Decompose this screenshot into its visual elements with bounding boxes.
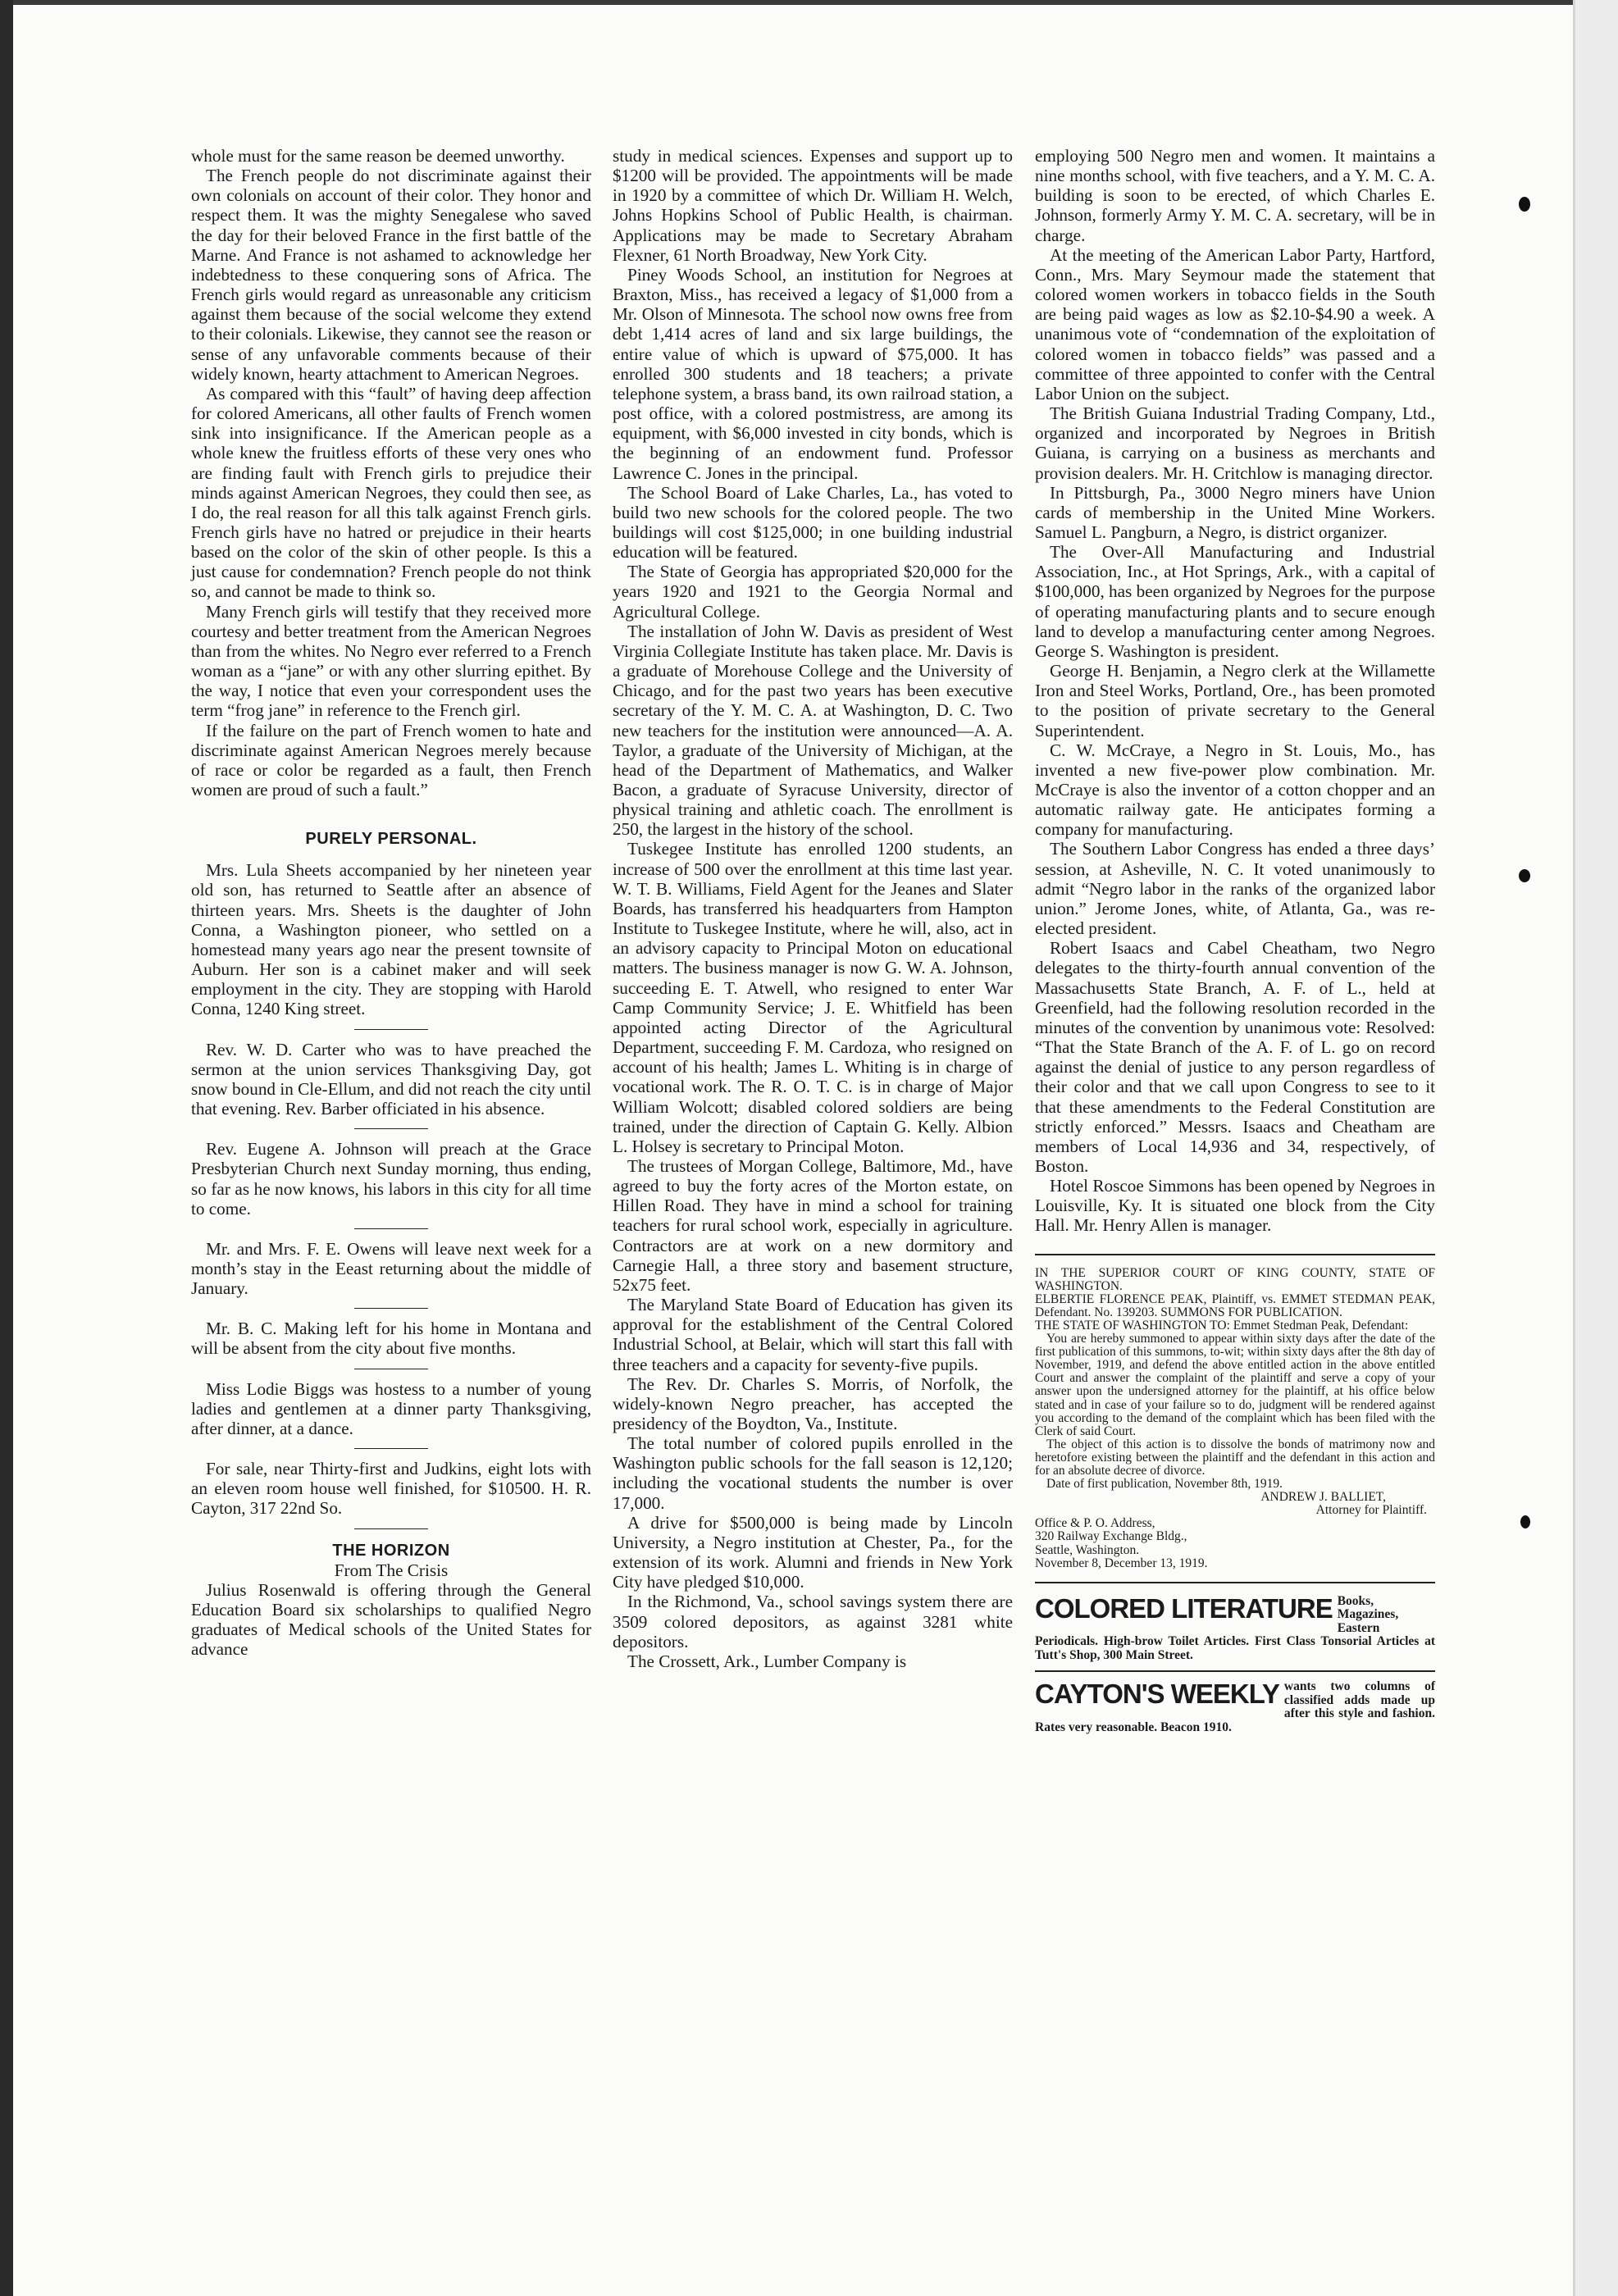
ad-text: Books, Magazines, Eastern Periodicals. High-brow Toilet Articles. First Class Tonsorial Articles at Tutt's Shop, 300 Main Street.: [1035, 1593, 1435, 1662]
ad-brand: COLORED LITERATURE: [1035, 1592, 1333, 1624]
legal-notice-summons: [1035, 1267, 1435, 1570]
article-paragraph: The School Board of Lake Charles, La., has voted to build two new schools for the colored people. The two buildings will cost $125,000; in one building industrial education will be featured.: [613, 482, 1013, 563]
divider: [1035, 1254, 1435, 1255]
divider: [1035, 1670, 1435, 1672]
article-paragraph: In the Richmond, Va., school savings system there are 3509 colored depositors, as against 3281 white depositors.: [613, 1592, 1013, 1651]
article-paragraph: Tuskegee Institute has enrolled 1200 students, an increase of 500 over the enrollment at this time last year. W. T. B. Williams, Field Agent for the Jeanes and Slater Boards, has transferred his headquarters from Hampton Institute to Tuskegee Institute, where he will, also, act in an advisory capacity to Principal Moton on educational matters. The business manager is now G. W. A. Johnson, succeeding E. T. Atwell, who resigned to enter War Camp Community Service; J. E. Whitfield has been appointed acting Director of the Agricultural Department, succeeding F. M. Cardoza, who resigned on account of his health; James L. Whiting is in charge of vocational work. The R. O. T. C. is in charge of Major William Wolcott; disabled colored soldiers are being trained, under the direction of Captain G. Kelly. Albion L. Holsey is secretary to Principal Moton.: [613, 839, 1013, 1156]
separator: [354, 1528, 428, 1529]
legal-attorney: ANDREW J. BALLIET,: [1260, 1490, 1386, 1505]
section-subheading: From The Crisis: [334, 1560, 449, 1580]
separator: [354, 1448, 428, 1449]
article-paragraph: At the meeting of the American Labor Party, Hartford, Conn., Mrs. Mary Seymour made the statement that colored women workers in tobacco fields in the South are being paid wages as low as $2.10-$4.90 a week. A unanimous vote of “condemnation of the exploitation of colored women in tobacco fields” was passed and a committee of three appointed to confer with the Central Labor Union on the subject.: [1035, 244, 1435, 403]
scan-edge-right: [1573, 0, 1618, 2296]
legal-attorney-role: Attorney for Plaintiff.: [1315, 1503, 1427, 1518]
ad-colored-literature: [1035, 1592, 1435, 1663]
personal-item: Miss Lodie Biggs was hostess to a number of young ladies and gentlemen at a dinner party Thanksgiving, after dinner, at a dance.: [191, 1378, 591, 1438]
ink-blot: [1519, 869, 1530, 882]
article-paragraph: If the failure on the part of French women to hate and discriminate against American Negroes merely because of race or color be regarded as a fault, then French women are proud of such a fault.”: [191, 720, 591, 800]
column-3: [1035, 146, 1435, 1734]
article-paragraph: Julius Rosenwald is offering through the General Education Board six scholarships to qualified Negro graduates of Medical schools of the United States for advance: [191, 1579, 591, 1660]
scan-edge-left: [0, 0, 13, 2296]
divider: [1035, 1582, 1435, 1583]
separator: [354, 1128, 428, 1129]
article-paragraph: Robert Isaacs and Cabel Cheatham, two Negro delegates to the thirty-fourth annual convention of the Massachusetts State Branch, A. F. of L., held at Greenfield, had the following resolution recorded in the minutes of the convention by unanimous vote: Resolved: “That the State Branch of the A. F. of L. go on record against the denial of justice to any person regardless of their color and that we call upon Congress to see to it that these amendments to the Federal Constitution are strictly enforced.” Messrs. Isaacs and Cheatham are members of Local 14,936 and 34, respectively, of Boston.: [1035, 938, 1435, 1176]
article-paragraph: The Rev. Dr. Charles S. Morris, of Norfolk, the widely-known Negro preacher, has accepted the presidency of the Boydton, Va., Institute.: [613, 1374, 1013, 1433]
legal-date: Date of first publication, November 8th, 1919.: [1046, 1477, 1283, 1492]
separator: [354, 1308, 428, 1309]
article-paragraph: The Maryland State Board of Education has given its approval for the establishment of the Central Colored Industrial School, at Belair, which will start this fall with three teachers and a capacity for seventy-five pupils.: [613, 1295, 1013, 1374]
personal-item: Mr. B. C. Making left for his home in Montana and will be absent from the city about five months.: [191, 1319, 591, 1359]
personal-item: Mrs. Lula Sheets accompanied by her nineteen year old son, has returned to Seattle after an absence of thirteen years. Mrs. Sheets is the daughter of John Conna, a Washington pioneer, who settled on a homestead many years ago near the present townsite of Auburn. Her son is a cabinet maker and will seek employment in the city. They are stopping with Harold Conna, 1240 King street.: [191, 860, 591, 1019]
article-paragraph: The Over-All Manufacturing and Industrial Association, Inc., at Hot Springs, Ark., with a capital of $100,000, has been organized by Negroes for the purpose of operating manufacturing plants and to secure enough land to develop a manufacturing center among Negroes. George S. Washington is president.: [1035, 542, 1435, 661]
legal-court: IN THE SUPERIOR COURT OF KING COUNTY, STATE OF WASHINGTON.: [1035, 1265, 1435, 1293]
legal-addressee: THE STATE OF WASHINGTON TO: Emmet Stedman Peak, Defendant:: [1035, 1318, 1409, 1332]
article-paragraph: As compared with this “fault” of having deep affection for colored Americans, all other faults of French women sink into insignificance. If the American people as a whole knew the fruitless efforts of these very ones who are finding fault with French girls to prejudice their minds against American Negroes, they could then see, as I do, the real reason for all this talk against French girls. French girls have no hatred or prejudice in their hearts based on the color of the skin of other people. Is this a just cause for condemnation? French people do not think so, and cannot be made to think so.: [191, 383, 591, 602]
article-paragraph: The British Guiana Industrial Trading Company, Ltd., organized and incorporated by Negroes in British Guiana, is carrying on a business as merchants and provision dealers. Mr. H. Critchlow is managing director.: [1035, 403, 1435, 483]
legal-address: Seattle, Washington.: [1035, 1542, 1140, 1557]
legal-object: The object of this action is to dissolve the bonds of matrimony now and heretofore existing between the plaintiff and the defendant in this action and for an absolute decree of divorce.: [1035, 1437, 1435, 1478]
legal-publication-dates: November 8, December 13, 1919.: [1035, 1556, 1208, 1570]
separator: [354, 1228, 428, 1229]
legal-parties: ELBERTIE FLORENCE PEAK, Plaintiff, vs. EMMET STEDMAN PEAK, Defendant. No. 139203. SUMMONS FOR PUBLICATION.: [1035, 1292, 1435, 1319]
personal-item: For sale, near Thirty-first and Judkins, eight lots with an eleven room house well finished, for $10500. H. R. Cayton, 317 22nd So.: [191, 1459, 591, 1519]
ink-blot: [1519, 197, 1530, 212]
column-2: [613, 146, 1013, 1671]
article-paragraph: The Southern Labor Congress has ended a three days’ session, at Asheville, N. C. It voted unanimously to admit “Negro labor in the ranks of the organized labor union.” Jerome Jones, white, of Atlanta, Ga., was re-elected president.: [1035, 839, 1435, 939]
article-paragraph: whole must for the same reason be deemed unworthy.: [191, 146, 565, 166]
section-heading-purely-personal: PURELY PERSONAL.: [305, 830, 477, 849]
column-1: [191, 146, 591, 1659]
article-paragraph: In Pittsburgh, Pa., 3000 Negro miners have Union cards of membership in the United Mine Workers. Samuel L. Pangburn, a Negro, is district organizer.: [1035, 482, 1435, 542]
ink-blot: [1520, 1515, 1530, 1528]
article-paragraph: A drive for $500,000 is being made by Lincoln University, a Negro institution at Chester, Pa., for the extension of its work. Alumni and friends in New York City have pledged $10,000.: [613, 1512, 1013, 1592]
scan-edge-top: [0, 0, 1618, 5]
article-paragraph: C. W. McCraye, a Negro in St. Louis, Mo., has invented a new five-power plow combination. Mr. McCraye is also the inventor of a cotton chopper and an automatic railway gate. He anticipates forming a company for manufacturing.: [1035, 740, 1435, 840]
article-paragraph: Many French girls will testify that they received more courtesy and better treatment from the American Negroes than from the whites. No Negro ever referred to a French woman as a “jane” or with any other slurring epithet. By the way, I notice that even your correspondent uses the term “frog jane” in reference to the French girl.: [191, 601, 591, 721]
article-paragraph: The Crossett, Ark., Lumber Company is: [627, 1651, 907, 1671]
personal-item: Mr. and Mrs. F. E. Owens will leave next week for a month’s stay in the Eeast returning about the middle of January.: [191, 1238, 591, 1299]
ad-text: wants two columns of classified adds made up after this style and fashion. Rates very reasonable. Beacon 1910.: [1035, 1679, 1435, 1734]
article-paragraph: The installation of John W. Davis as president of West Virginia Collegiate Institute has taken place. Mr. Davis is a graduate of Morehouse College and the University of Chicago, and for the past two years has been executive secretary of the Y. M. C. A. at Washington, D. C. Two new teachers for the institution were announced—A. A. Taylor, a graduate of the University of Michigan, at the head of the Department of Mathematics, and Walker Bacon, a graduate of Syracuse University, director of physical training and athletic coach. The enrollment is 250, the largest in the history of the school.: [613, 621, 1013, 840]
article-paragraph: study in medical sciences. Expenses and support up to $1200 will be provided. The appointments will be made in 1920 by a committee of which Dr. William H. Welch, Johns Hopkins School of Public Health, is chairman. Applications may be made to Secretary Abraham Flexner, 61 North Broadway, New York City.: [613, 146, 1013, 265]
article-paragraph: employing 500 Negro men and women. It maintains a nine months school, with five teachers, and a Y. M. C. A. building is soon to be erected, of which Charles E. Johnson, formerly Army Y. M. C. A. secretary, will be in charge.: [1035, 146, 1435, 245]
personal-item: Rev. W. D. Carter who was to have preached the sermon at the union services Thanksgiving Day, got snow bound in Cle-Ellum, and did not reach the city until that evening. Rev. Barber officiated in his absence.: [191, 1039, 591, 1119]
ad-brand: CAYTON'S WEEKLY: [1035, 1679, 1279, 1710]
legal-address: Office & P. O. Address,: [1035, 1516, 1155, 1531]
article-paragraph: Hotel Roscoe Simmons has been opened by Negroes in Louisville, Ky. It is situated one block from the City Hall. Mr. Henry Allen is manager.: [1035, 1176, 1435, 1236]
article-paragraph: The total number of colored pupils enrolled in the Washington public schools for the fall season is 12,120; including the vocational students the number is over 17,000.: [613, 1433, 1013, 1513]
article-paragraph: George H. Benjamin, a Negro clerk at the Willamette Iron and Steel Works, Portland, Ore., has been promoted to the position of private secretary to the General Superintendent.: [1035, 661, 1435, 740]
section-heading-the-horizon: THE HORIZON: [332, 1541, 450, 1560]
legal-address: 320 Railway Exchange Bldg.,: [1035, 1529, 1187, 1544]
separator: [354, 1029, 428, 1030]
personal-item: Rev. Eugene A. Johnson will preach at the Grace Presbyterian Church next Sunday morning, thus ending, so far as he now knows, his labors in this city for all time to come.: [191, 1139, 591, 1219]
article-paragraph: The trustees of Morgan College, Baltimore, Md., have agreed to buy the forty acres of the Morton estate, on Hillen Road. They have in mind a school for training teachers for rural school work, especially in agriculture. Contractors are at work on a new dormitory and Carnegie Hall, a three story and basement structure, 52x75 feet.: [613, 1155, 1013, 1295]
legal-body: You are hereby summoned to appear within sixty days after the date of the first publication of this summons, to-wit; within sixty days after the 8th day of November, 1919, and defend the above entitled action in the above entitled Court and answer the complaint of the plaintiff and serve a copy of your answer upon the undersigned attorney for the plaintiff, at his office below stated and in case of your failure so to do, judgment will be rendered against you according to the demand of the complaint which has been filed with the Clerk of said Court.: [1035, 1332, 1435, 1438]
ad-caytons-weekly: [1035, 1680, 1435, 1734]
article-paragraph: The French people do not discriminate against their own colonials on account of their color. They honor and respect them. It was the mighty Senegalese who saved the day for their beloved France in the first battle of the Marne. And France is not ashamed to acknowledge her indebtedness to these conquering sons of Africa. The French girls would regard as unreasonable any criticism against them because of the social welcome they extend to their colonials. Likewise, they cannot see the reason or sense of any unfavorable comments because of their widely known, hearty attachment to American Negroes.: [191, 166, 591, 384]
article-paragraph: The State of Georgia has appropriated $20,000 for the years 1920 and 1921 to the Georgia Normal and Agricultural College.: [613, 562, 1013, 622]
article-paragraph: Piney Woods School, an institution for Negroes at Braxton, Miss., has received a legacy of $1,000 from a Mr. Olson of Minnesota. The school now owns free from debt 1,414 acres of land and six large buildings, the entire value of which is upward of $75,000. It has enrolled 300 students and 18 teachers; a private telephone system, a brass band, its own railroad station, a post office, with a colored postmistress, are among its equipment, with $6,000 invested in city bonds, which is the beginning of an endowment fund. Professor Lawrence C. Jones in the principal.: [613, 264, 1013, 483]
